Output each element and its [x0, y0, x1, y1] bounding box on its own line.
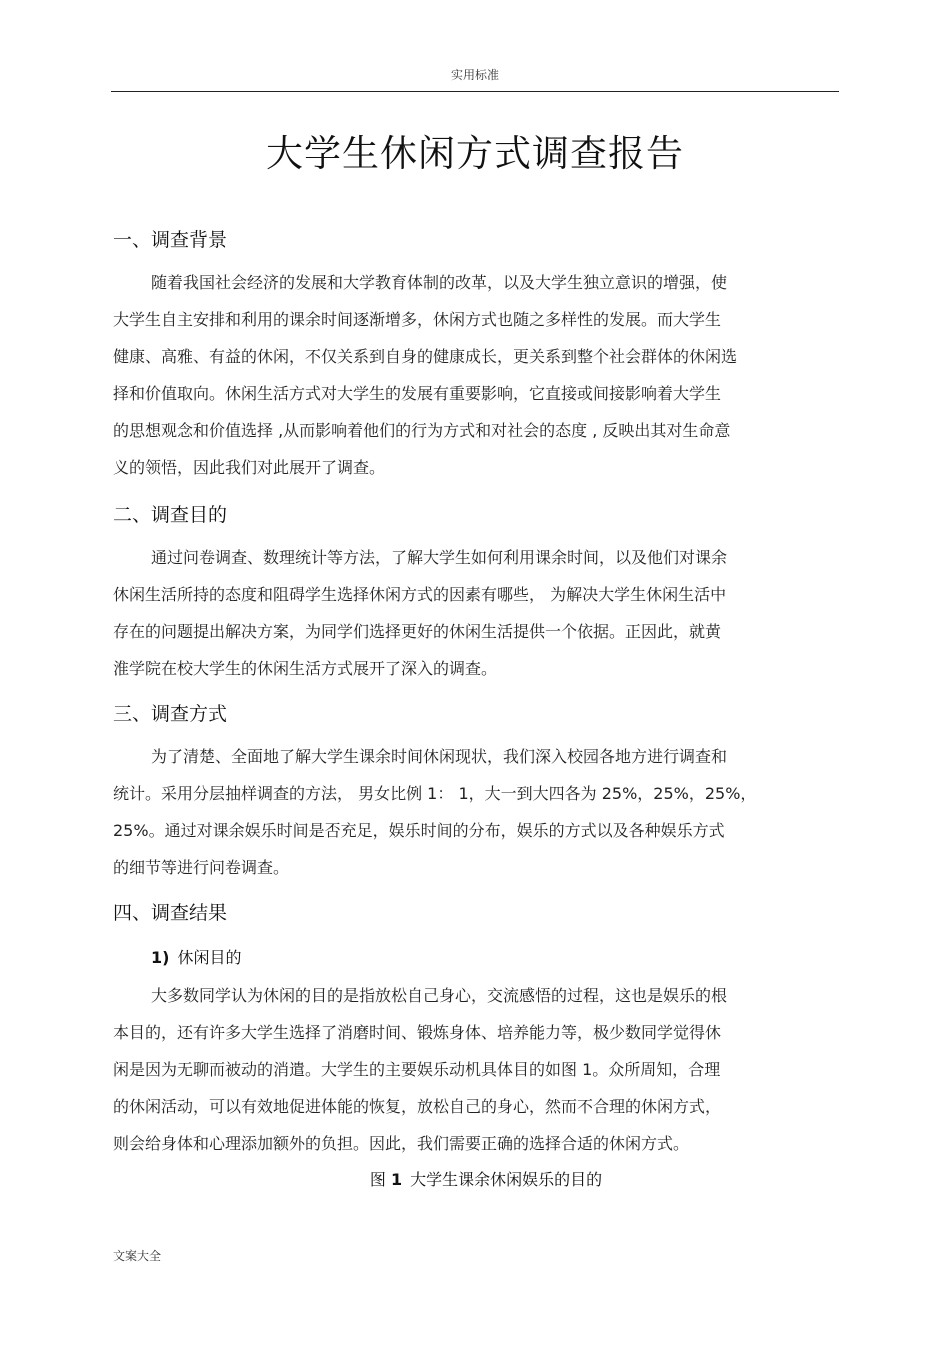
paragraph-line: 随着我国社会经济的发展和大学教育体制的改革，以及大学生独立意识的增强，使 [151, 273, 728, 292]
paragraph-line: 统计。采用分层抽样调查的方法， 男女比例 1： 1，大一到大四各为 25%，25%，25%， [113, 784, 757, 803]
figure-label [370, 1170, 402, 1189]
page-header-text: 实用标准 [450, 68, 499, 82]
figure-caption [111, 1166, 861, 1194]
section-heading-purpose: 二、调查目的 [113, 504, 228, 526]
paragraph-line: 大学生自主安排和利用的课余时间逐渐增多，休闲方式也随之多样性的发展。而大学生 [113, 310, 722, 329]
paragraph-purpose [113, 539, 843, 687]
paragraph-method [113, 738, 843, 886]
paragraph-results [113, 977, 843, 1162]
paragraph-line: 淮学院在校大学生的休闲生活方式展开了深入的调查。 [113, 659, 498, 678]
page-footer [113, 1246, 161, 1266]
paragraph-line: 本目的，还有许多大学生选择了消磨时间、锻炼身体、培养能力等，极少数同学觉得休 [113, 1023, 722, 1042]
paragraph-line: 择和价值取向。休闲生活方式对大学生的发展有重要影响，它直接或间接影响着大学生 [113, 384, 722, 403]
paragraph-line: 的休闲活动，可以有效地促进体能的恢复，放松自己的身心，然而不合理的休闲方式， [113, 1097, 722, 1116]
subheading-text: 休闲目的 [177, 948, 242, 967]
page-footer-text: 文案大全 [113, 1249, 162, 1263]
paragraph-line: 则会给身体和心理添加额外的负担。因此，我们需要正确的选择合适的休闲方式。 [113, 1134, 690, 1153]
paragraph-line: 义的领悟，因此我们对此展开了调查。 [113, 458, 386, 477]
subheading-number: 1) [151, 948, 170, 967]
document-title: 大学生休闲方式调查报告 [266, 132, 684, 175]
page-header [111, 64, 839, 92]
paragraph-line: 存在的问题提出解决方案，为同学们选择更好的休闲生活提供一个依据。正因此，就黄 [113, 622, 722, 641]
paragraph-line: 25%。通过对课余娱乐时间是否充足，娱乐时间的分布，娱乐的方式以及各种娱乐方式 [113, 821, 725, 840]
paragraph-line: 为了清楚、全面地了解大学生课余时间休闲现状，我们深入校园各地方进行调查和 [151, 747, 728, 766]
paragraph-line: 健康、高雅、有益的休闲，不仅关系到自身的健康成长，更关系到整个社会群体的休闲选 [113, 347, 738, 366]
figure-caption-text: 大学生课余休闲娱乐的目的 [410, 1170, 603, 1189]
paragraph-line: 大多数同学认为休闲的目的是指放松自己身心，交流感悟的过程，这也是娱乐的根 [151, 986, 728, 1005]
paragraph-line: 的细节等进行问卷调查。 [113, 858, 290, 877]
section-heading-results: 四、调查结果 [113, 902, 228, 924]
paragraph-background [113, 264, 843, 486]
figure-number: 1 [390, 1170, 403, 1189]
paragraph-line: 闲是因为无聊而被动的消遣。大学生的主要娱乐动机具体目的如图 1。众所周知，合理 [113, 1060, 721, 1079]
subheading-leisure-purpose [151, 944, 241, 972]
paragraph-line: 休闲生活所持的态度和阻碍学生选择休闲方式的因素有哪些， 为解决大学生休闲生活中 [113, 585, 727, 604]
section-heading-method: 三、调查方式 [113, 703, 228, 725]
paragraph-line: 通过问卷调查、数理统计等方法，了解大学生如何利用课余时间，以及他们对课余 [151, 548, 728, 567]
paragraph-line: 的思想观念和价值选择 ,从而影响着他们的行为方式和对社会的态度 , 反映出其对生命意 [113, 421, 731, 440]
figure-label-text: 图 [369, 1170, 386, 1189]
section-heading-background: 一、调查背景 [113, 229, 228, 251]
